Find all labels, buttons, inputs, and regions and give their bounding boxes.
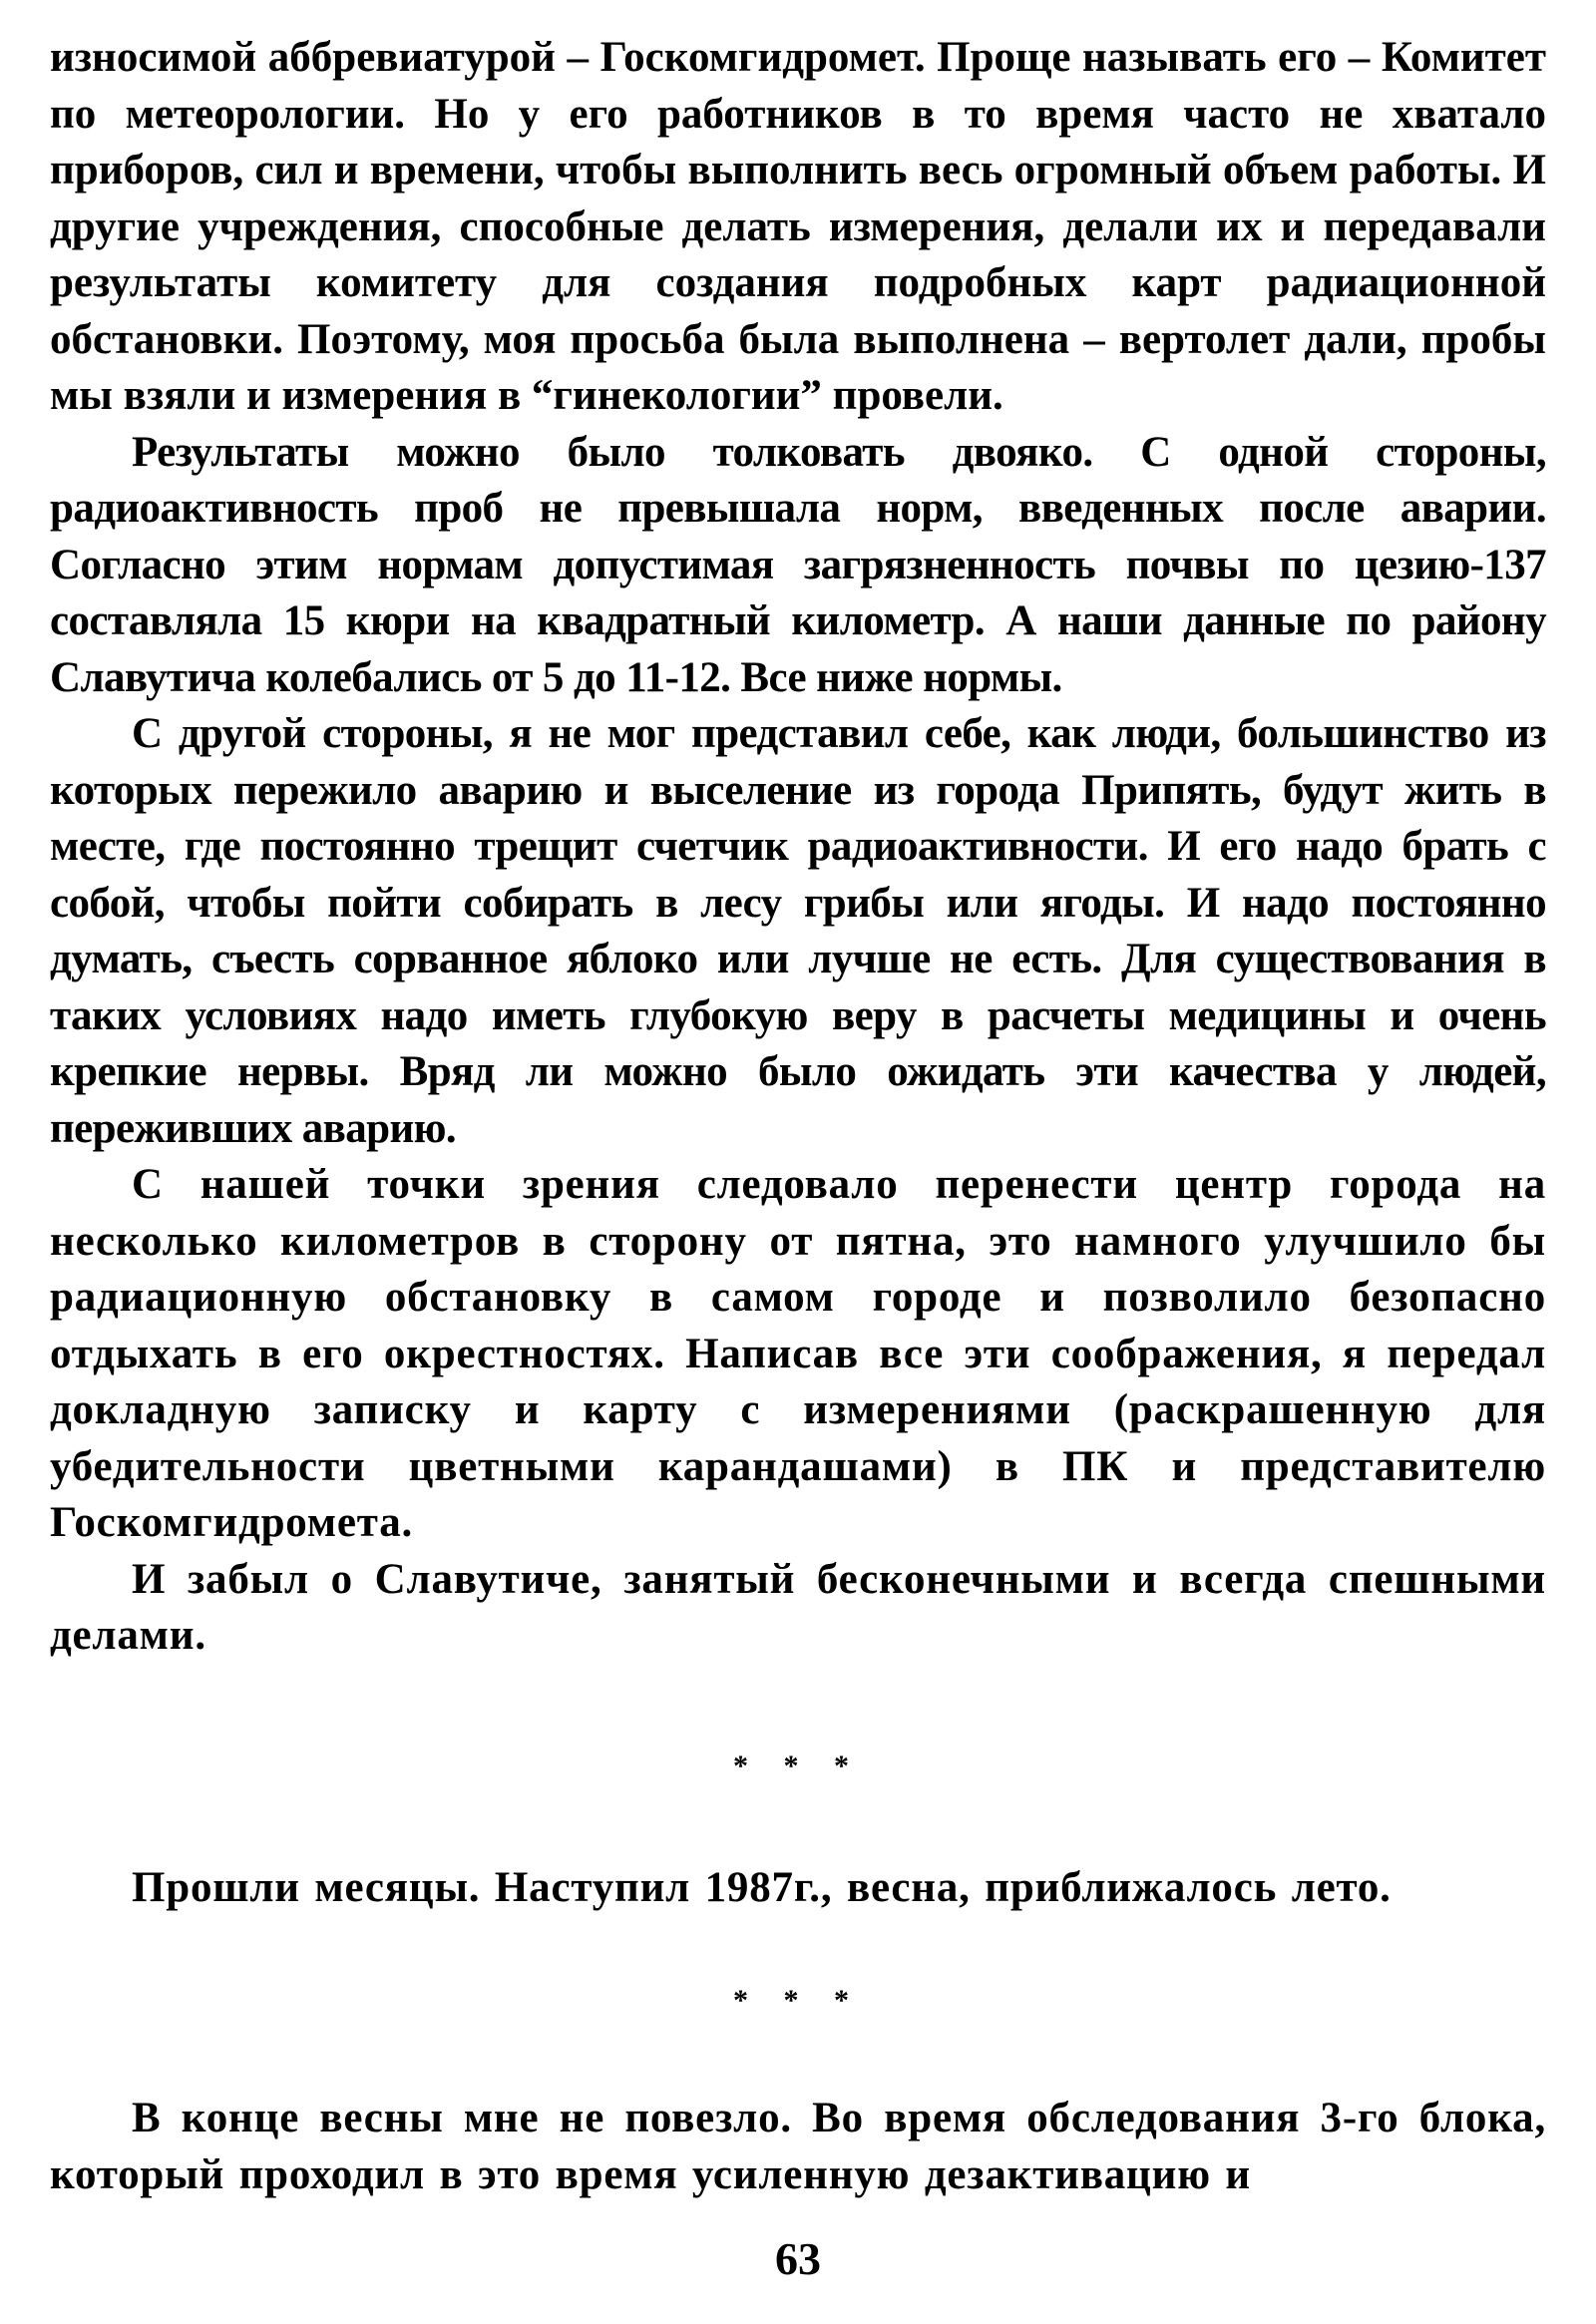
section-separator-2: * * * (733, 1983, 863, 2017)
paragraph-4: С нашей точки зрения следовало перенести центр города на несколько километров в сторону от пятна, это намного улучшило бы радиационную обстановку в самом городе и позволило безопасно отдыхать в его окрестностях. Написав все эти соображения, я передал докладную записку и карту с измерениями (раскрашенную для убедительности цветными карандашами) в ПК и представителю Госкомгидромета. (50, 1161, 1546, 1546)
page-number: 63 (775, 2233, 821, 2284)
paragraph-5: И забыл о Славутиче, занятый бесконечными и всегда спешными делами. (50, 1555, 1546, 1659)
interlude-paragraph: Прошли месяцы. Наступил 1987г., весна, приближалось лето. (132, 1864, 1392, 1911)
paragraph-1: износимой аббревиатурой – Госкомгидромет. Проще называть его – Комитет по метеорологии. Но у его работников в то время часто не хватало приборов, сил и времени, чтобы выполнить весь огромный объем работы. И другие учреждения, способные делать измерения, делали их и передавали результаты комитету для создания подробных карт радиационной обстановки. Поэтому, моя просьба была выполнена – вертолет дали, пробы мы взяли и измерения в “гинекологии” провели. (50, 34, 1546, 419)
page-body (50, 30, 1546, 2203)
paragraph-3: С другой стороны, я не мог представил себе, как люди, большинство из которых пережило аварию и выселение из города Припять, будут жить в месте, где постоянно трещит счетчик радиоактивности. И его надо брать с собой, чтобы пойти собирать в лесу грибы или ягоды. И надо постоянно думать, съесть сорванное яблоко или лучше не есть. Для существования в таких условиях надо иметь глубокую веру в расчеты медицины и очень крепкие нервы. Вряд ли можно было ожидать эти качества у людей, переживших аварию. (50, 710, 1546, 1152)
paragraph-2: Результаты можно было толковать двояко. С одной стороны, радиоактивность проб не превышала норм, введенных после аварии. Согласно этим нормам допустимая загрязненность почвы по цезию-137 составляла 15 кюри на квадратный километр. А наши данные по району Славутича колебались от 5 до 11-12. Все ниже нормы. (50, 428, 1546, 701)
final-paragraph: В конце весны мне не повезло. Во время обследования 3-го блока, который проходил в это время усиленную дезактивацию и (50, 2095, 1546, 2198)
section-separator-1: * * * (733, 1748, 863, 1782)
